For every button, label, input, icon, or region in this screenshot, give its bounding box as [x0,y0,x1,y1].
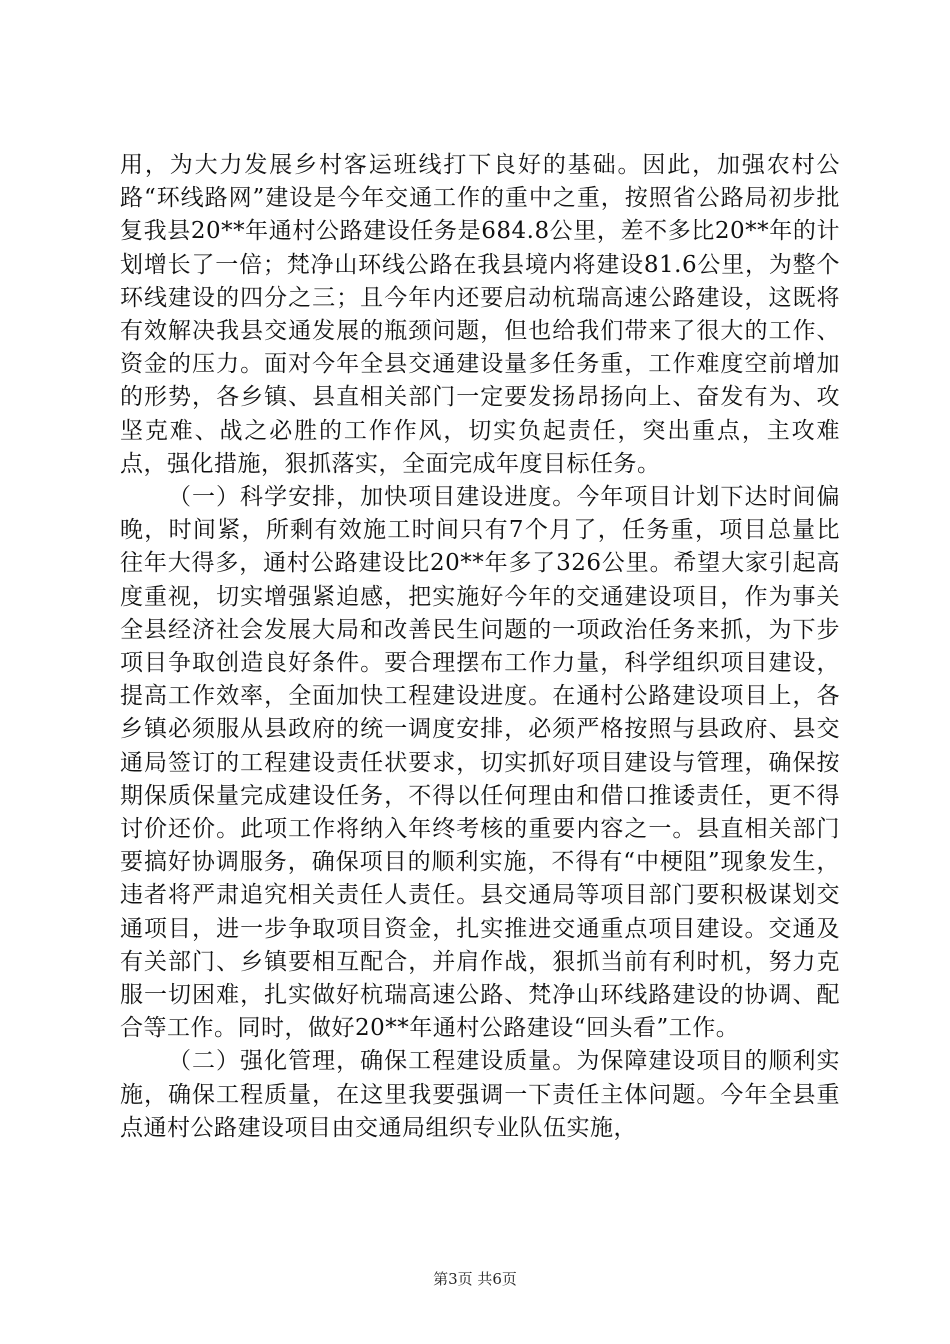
paragraph-section-2: （二）强化管理，确保工程建设质量。为保障建设项目的顺利实施，确保工程质量，在这里我要强调一下责任主体问题。今年全县重点通村公路建设项目由交通局组织专业队伍实施， [120,1048,840,1141]
paragraph-section-1: （一）科学安排，加快项目建设进度。今年项目计划下达时间偏晚，时间紧，所剩有效施工时间只有7个月了，任务重，项目总量比往年大得多，通村公路建设比20**年多了326公里。希望大家引起高度重视，切实增强紧迫感，把实施好今年的交通建设项目，作为事关全县经济社会发展大局和改善民生问题的一项政治任务来抓，为下步项目争取创造良好条件。要合理摆布工作力量，科学组织项目建设，提高工作效率，全面加快工程建设进度。在通村公路建设项目上，各乡镇必须服从县政府的统一调度安排，必须严格按照与县政府、县交通局签订的工程建设责任状要求，切实抓好项目建设与管理，确保按期保质保量完成建设任务，不得以任何理由和借口推诿责任，更不得讨价还价。此项工作将纳入年终考核的重要内容之一。县直相关部门要搞好协调服务，确保项目的顺利实施，不得有“中梗阻”现象发生，违者将严肃追究相关责任人责任。县交通局等项目部门要积极谋划交通项目，进一步争取项目资金，扎实推进交通重点项目建设。交通及有关部门、乡镇要相互配合，并肩作战，狠抓当前有利时机，努力克服一切困难，扎实做好杭瑞高速公路、梵净山环线路建设的协调、配合等工作。同时，做好20**年通村公路建设“回头看”工作。 [120,484,840,1042]
document-body [120,149,840,1145]
page-number-footer: 第3页 共6页 [433,1270,517,1288]
paragraph-intro: 用，为大力发展乡村客运班线打下良好的基础。因此，加强农村公路“环线路网”建设是今年交通工作的重中之重，按照省公路局初步批复我县20**年通村公路建设任务是684.8公里，差不多比20**年的计划增长了一倍；梵净山环线公路在我县境内将建设81.6公里，为整个环线建设的四分之三；且今年内还要启动杭瑞高速公路建设，这既将有效解决我县交通发展的瓶颈问题，但也给我们带来了很大的工作、资金的压力。面对今年全县交通建设量多任务重，工作难度空前增加的形势，各乡镇、县直相关部门一定要发扬昂扬向上、奋发有为、攻坚克难、战之必胜的工作作风，切实负起责任，突出重点，主攻难点，强化措施，狠抓落实，全面完成年度目标任务。 [120,152,840,477]
